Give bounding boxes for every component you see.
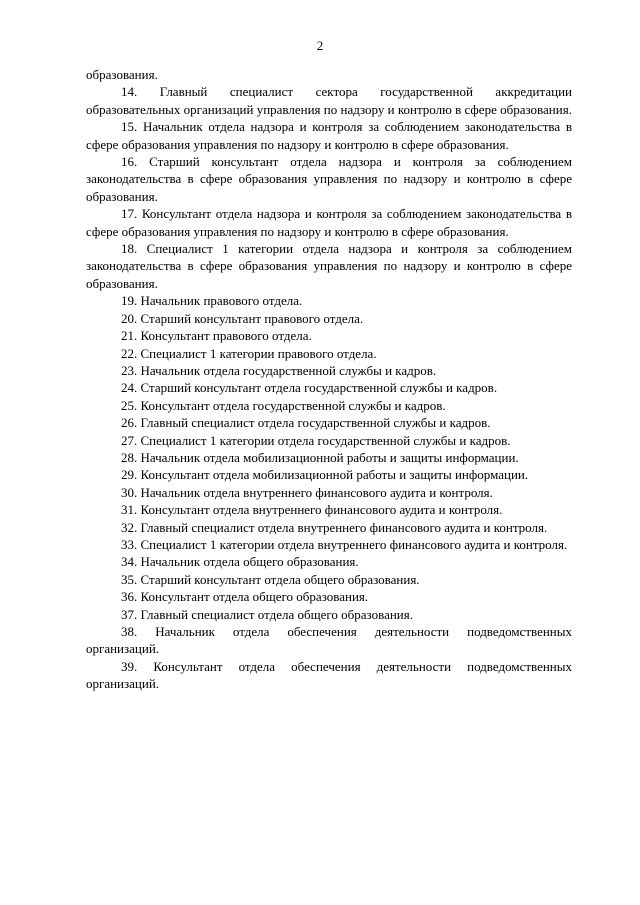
position-list	[86, 83, 572, 692]
document-body	[86, 66, 572, 693]
list-item: 36. Консультант отдела общего образования.	[121, 589, 369, 605]
list-item: 34. Начальник отдела общего образования.	[121, 554, 359, 570]
list-item: 15. Начальник отдела надзора и контроля за соблюдением законодательства в сфере образования управления по надзору и контролю в сфере образования.	[86, 119, 572, 152]
list-item: 24. Старший консультант отдела государственной службы и кадров.	[121, 380, 498, 396]
list-item: 28. Начальник отдела мобилизационной работы и защиты информации.	[121, 449, 519, 465]
list-item: 23. Начальник отдела государственной службы и кадров.	[121, 362, 437, 378]
list-item: 16. Старший консультант отдела надзора и контроля за соблюдением законодательства в сфере образования управления по надзору и контролю в сфере образования.	[86, 154, 572, 204]
list-item: 37. Главный специалист отдела общего образования.	[121, 606, 413, 622]
list-item: 33. Специалист 1 категории отдела внутреннего финансового аудита и контроля.	[121, 536, 568, 552]
list-item: 22. Специалист 1 категории правового отдела.	[121, 345, 377, 361]
list-item: 29. Консультант отдела мобилизационной работы и защиты информации.	[121, 467, 529, 483]
list-item: 32. Главный специалист отдела внутреннего финансового аудита и контроля.	[121, 519, 548, 535]
continuation-text: образования.	[86, 67, 158, 82]
list-item: 26. Главный специалист отдела государственной службы и кадров.	[121, 415, 491, 431]
page-number: 2	[316, 38, 324, 53]
list-item: 27. Специалист 1 категории отдела государственной службы и кадров.	[121, 432, 511, 448]
list-item: 14. Главный специалист сектора государственной аккредитации образовательных организаций управления по надзору и контролю в сфере образования.	[86, 84, 572, 117]
list-item: 19. Начальник правового отдела.	[121, 293, 303, 309]
list-item: 18. Специалист 1 категории отдела надзора и контроля за соблюдением законодательства в сфере образования управления по надзору и контролю в сфере образования.	[86, 241, 572, 291]
list-item: 35. Старший консультант отдела общего образования.	[121, 571, 420, 587]
list-item: 30. Начальник отдела внутреннего финансового аудита и контроля.	[121, 484, 493, 500]
list-item: 21. Консультант правового отдела.	[121, 328, 312, 344]
list-item: 20. Старший консультант правового отдела.	[121, 310, 364, 326]
list-item: 31. Консультант отдела внутреннего финансового аудита и контроля.	[121, 502, 503, 518]
list-item: 38. Начальник отдела обеспечения деятельности подведомственных организаций.	[86, 624, 572, 657]
list-item: 17. Консультант отдела надзора и контроля за соблюдением законодательства в сфере образования управления по надзору и контролю в сфере образования.	[86, 206, 572, 239]
list-item: 39. Консультант отдела обеспечения деятельности подведомственных организаций.	[86, 658, 572, 692]
list-item: 25. Консультант отдела государственной службы и кадров.	[121, 397, 446, 413]
